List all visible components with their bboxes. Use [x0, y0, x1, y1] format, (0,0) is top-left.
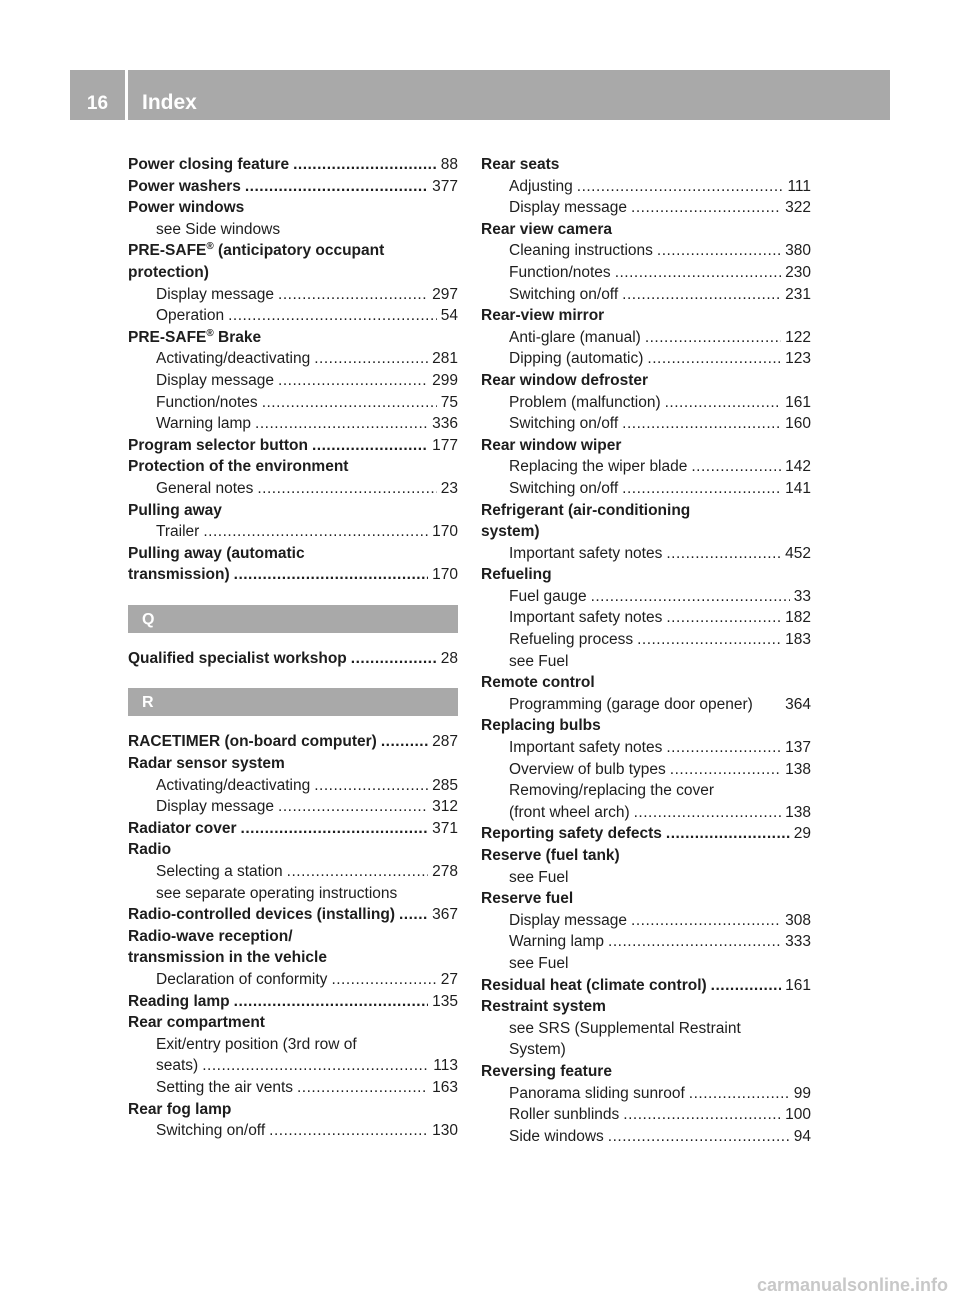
index-see-reference: see separate operating instructions [156, 884, 398, 902]
index-heading: Radio [128, 841, 172, 859]
index-heading: Refrigerant (air-conditioning [481, 501, 691, 519]
index-heading: Protection of the environment [128, 458, 349, 476]
index-entry: Switching on/off ..... 141 [481, 478, 811, 500]
watermark: carmanualsonline.info [756, 1275, 948, 1295]
index-entry: Important safety notes ..... 137 [481, 737, 811, 759]
index-entry: Residual heat (climate control) ..... 161 [481, 975, 811, 997]
page-header [70, 70, 890, 120]
index-heading: Radio-wave reception/ [128, 927, 293, 945]
index-heading: Rear compartment [128, 1014, 265, 1032]
index-heading: system) [481, 523, 540, 541]
index-entry: Switching on/off ..... 231 [481, 284, 811, 306]
index-entry: General notes ..... 23 [128, 478, 458, 500]
index-see-reference: System) [509, 1041, 566, 1059]
index-entry: Activating/deactivating ..... 285 [128, 775, 458, 797]
index-heading: Replacing bulbs [481, 717, 601, 735]
index-heading: PRE-SAFE® (anticipatory occupant [128, 241, 385, 260]
index-entry: Important safety notes ..... 452 [481, 543, 811, 565]
index-entry: Panorama sliding sunroof ..... 99 [481, 1083, 811, 1105]
index-heading: protection) [128, 263, 209, 281]
index-heading: Restraint system [481, 998, 606, 1016]
index-entry: Overview of bulb types ..... 138 [481, 759, 811, 781]
index-entry: Operation ..... 54 [128, 305, 458, 327]
index-entry: Display message ..... 312 [128, 796, 458, 818]
index-entry: Program selector button ..... 177 [128, 435, 458, 457]
header-divider [125, 70, 128, 120]
index-entry: Power closing feature ..... 88 [128, 154, 458, 176]
index-column-right [481, 154, 811, 1147]
index-heading: Rear fog lamp [128, 1100, 232, 1118]
index-entry: Anti-glare (manual) ..... 122 [481, 327, 811, 349]
index-entry: Dipping (automatic) ..... 123 [481, 348, 811, 370]
index-entry: Display message ..... 308 [481, 910, 811, 932]
section-letter-r: R [128, 688, 458, 716]
index-entry: Replacing the wiper blade ..... 142 [481, 456, 811, 478]
index-heading: Rear view camera [481, 220, 612, 238]
index-entry: Selecting a station ..... 278 [128, 861, 458, 883]
index-entry: Display message ..... 299 [128, 370, 458, 392]
index-heading: PRE-SAFE® Brake [128, 327, 262, 346]
index-heading: Reserve fuel [481, 890, 574, 908]
index-heading: Reserve (fuel tank) [481, 847, 620, 864]
index-entry: Setting the air vents ..... 163 [128, 1077, 458, 1099]
index-entry: Radio-controlled devices (installing) ..... 367 [128, 904, 458, 926]
index-heading: Pulling away [128, 501, 222, 519]
index-entry: Programming (garage door opener) 364 [509, 695, 811, 713]
index-see-reference: see Fuel [509, 954, 569, 972]
index-heading: Radar sensor system [128, 755, 285, 773]
index-entry: Reading lamp ..... 135 [128, 991, 458, 1013]
index-heading: Pulling away (automatic [128, 544, 305, 562]
index-entry: Refueling process ..... 183 [481, 629, 811, 651]
index-heading: Power windows [128, 199, 245, 217]
index-entry: Radiator cover ..... 371 [128, 818, 458, 840]
index-entry: (front wheel arch) ..... 138 [481, 802, 811, 824]
index-entry: Function/notes ..... 75 [128, 392, 458, 414]
index-heading: Rear seats [481, 156, 560, 173]
page-title: Index [142, 91, 197, 114]
index-entry: Warning lamp ..... 333 [481, 931, 811, 953]
index-entry: Display message ..... 297 [128, 284, 458, 306]
index-heading: Rear window defroster [481, 371, 649, 389]
section-letter-q: Q [128, 605, 458, 633]
index-entry: Declaration of conformity ..... 27 [128, 969, 458, 991]
index-entry: Qualified specialist workshop ..... 28 [128, 648, 458, 670]
index-entry: Switching on/off ..... 130 [128, 1120, 458, 1142]
index-entry: Trailer ..... 170 [128, 521, 458, 543]
index-entry: Fuel gauge ..... 33 [481, 586, 811, 608]
index-see-reference: see Fuel [509, 652, 569, 670]
index-see-reference: see SRS (Supplemental Restraint [509, 1019, 741, 1037]
index-heading: Remote control [481, 674, 595, 692]
page-number: 16 [86, 93, 109, 114]
index-entry: Cleaning instructions ..... 380 [481, 240, 811, 262]
index-entry: Adjusting ..... 111 [481, 176, 811, 198]
index-entry: Power washers ..... 377 [128, 176, 458, 198]
index-entry: Warning lamp ..... 336 [128, 413, 458, 435]
index-entry: Switching on/off ..... 160 [481, 413, 811, 435]
index-entry: Important safety notes ..... 182 [481, 607, 811, 629]
index-entry: Activating/deactivating ..... 281 [128, 348, 458, 370]
index-heading: Rear window wiper [481, 436, 622, 454]
index-entry: seats) ..... 113 [128, 1055, 458, 1077]
index-subentry-text: Exit/entry position (3rd row of [156, 1035, 357, 1053]
index-entry: transmission) ..... 170 [128, 564, 458, 586]
index-see-reference: see Side windows [156, 220, 281, 238]
index-entry: Display message ..... 322 [481, 197, 811, 219]
index-entry: Function/notes ..... 230 [481, 262, 811, 284]
index-entry: RACETIMER (on-board computer) ..... 287 [128, 731, 458, 753]
index-subentry-text: Removing/replacing the cover [509, 782, 715, 800]
index-entry: Problem (malfunction) ..... 161 [481, 392, 811, 414]
index-heading: Refueling [481, 566, 552, 584]
index-column-left [128, 154, 458, 1142]
index-heading: transmission in the vehicle [128, 949, 327, 967]
index-heading: Rear-view mirror [481, 307, 605, 325]
index-entry: Reporting safety defects ..... 29 [481, 823, 811, 845]
index-entry: Roller sunblinds ..... 100 [481, 1104, 811, 1126]
index-heading: Reversing feature [481, 1062, 612, 1080]
index-entry: Side windows ..... 94 [481, 1126, 811, 1148]
index-see-reference: see Fuel [509, 868, 569, 886]
